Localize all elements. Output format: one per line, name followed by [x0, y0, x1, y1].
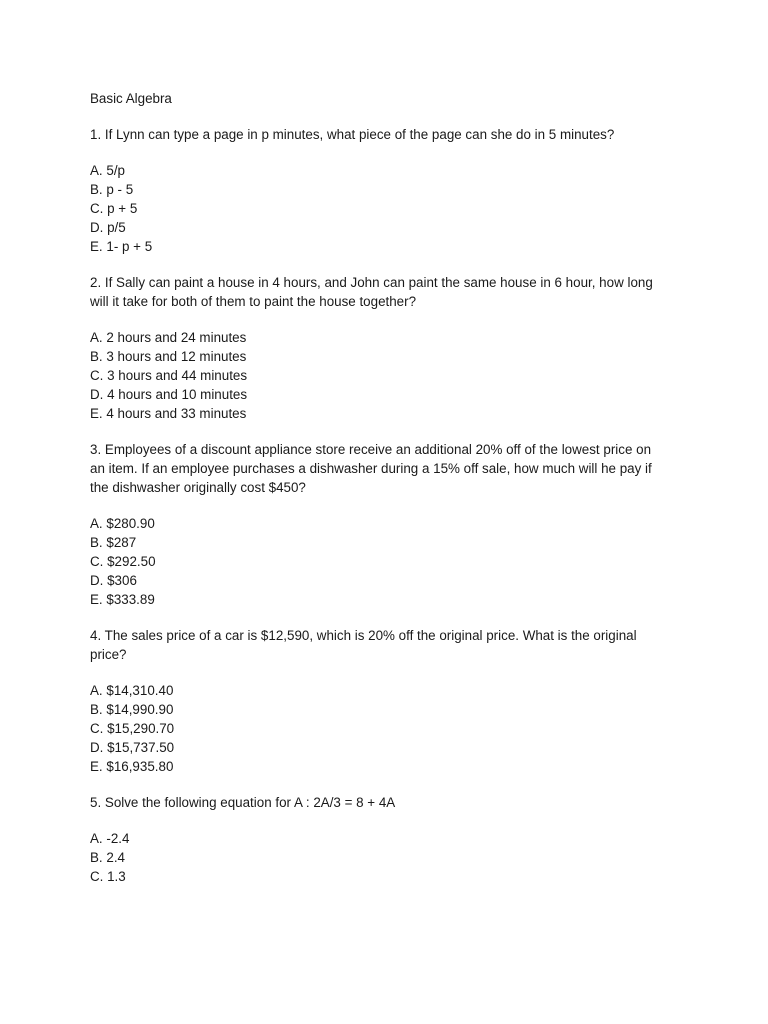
question-2 — [90, 273, 690, 423]
question-text-line: will it take for both of them to paint the house together? — [90, 294, 417, 309]
answer-option: A. 2 hours and 24 minutes — [90, 330, 247, 345]
answer-option: D. $15,737.50 — [90, 740, 175, 755]
question-text-line: 2. If Sally can paint a house in 4 hours, and John can paint the same house in 6 hour, how long — [90, 275, 653, 290]
answer-option: C. p + 5 — [90, 201, 138, 216]
answer-option: C. $15,290.70 — [90, 721, 175, 736]
answer-option: C. 3 hours and 44 minutes — [90, 368, 248, 383]
answer-option: C. $292.50 — [90, 554, 156, 569]
question-3 — [90, 440, 690, 609]
answer-option: D. 4 hours and 10 minutes — [90, 387, 248, 402]
answer-option: E. 4 hours and 33 minutes — [90, 406, 247, 421]
question-text — [90, 626, 690, 664]
document-title: Basic Algebra — [90, 91, 172, 106]
answer-options — [90, 514, 690, 609]
answer-options — [90, 829, 690, 886]
answer-option: B. 3 hours and 12 minutes — [90, 349, 247, 364]
question-text-line: price? — [90, 647, 127, 662]
question-4 — [90, 626, 690, 776]
question-text: 5. Solve the following equation for A : 2A/3 = 8 + 4A — [90, 795, 396, 810]
answer-option: B. $287 — [90, 535, 137, 550]
answer-option: A. $14,310.40 — [90, 683, 174, 698]
answer-option: B. $14,990.90 — [90, 702, 174, 717]
answer-option: C. 1.3 — [90, 869, 126, 884]
answer-option: D. p/5 — [90, 220, 126, 235]
answer-option: A. $280.90 — [90, 516, 155, 531]
question-text-line: the dishwasher originally cost $450? — [90, 480, 306, 495]
answer-option: D. $306 — [90, 573, 137, 588]
answer-option: A. -2.4 — [90, 831, 130, 846]
answer-option: E. $333.89 — [90, 592, 155, 607]
question-text: 1. If Lynn can type a page in p minutes, what piece of the page can she do in 5 minutes? — [90, 127, 615, 142]
answer-option: E. 1- p + 5 — [90, 239, 153, 254]
answer-options — [90, 328, 690, 423]
question-text — [90, 440, 690, 497]
answer-option: B. p - 5 — [90, 182, 134, 197]
answer-option: B. 2.4 — [90, 850, 125, 865]
question-text-line: an item. If an employee purchases a dishwasher during a 15% off sale, how much will he pay if — [90, 461, 652, 476]
document-page — [90, 89, 690, 903]
answer-options — [90, 681, 690, 776]
question-5 — [90, 793, 690, 886]
answer-option: A. 5/p — [90, 163, 125, 178]
answer-options — [90, 161, 690, 256]
question-text — [90, 273, 690, 311]
answer-option: E. $16,935.80 — [90, 759, 174, 774]
question-text-line: 4. The sales price of a car is $12,590, which is 20% off the original price. What is the original — [90, 628, 637, 643]
question-text-line: 3. Employees of a discount appliance store receive an additional 20% off of the lowest price on — [90, 442, 652, 457]
question-1 — [90, 125, 690, 256]
